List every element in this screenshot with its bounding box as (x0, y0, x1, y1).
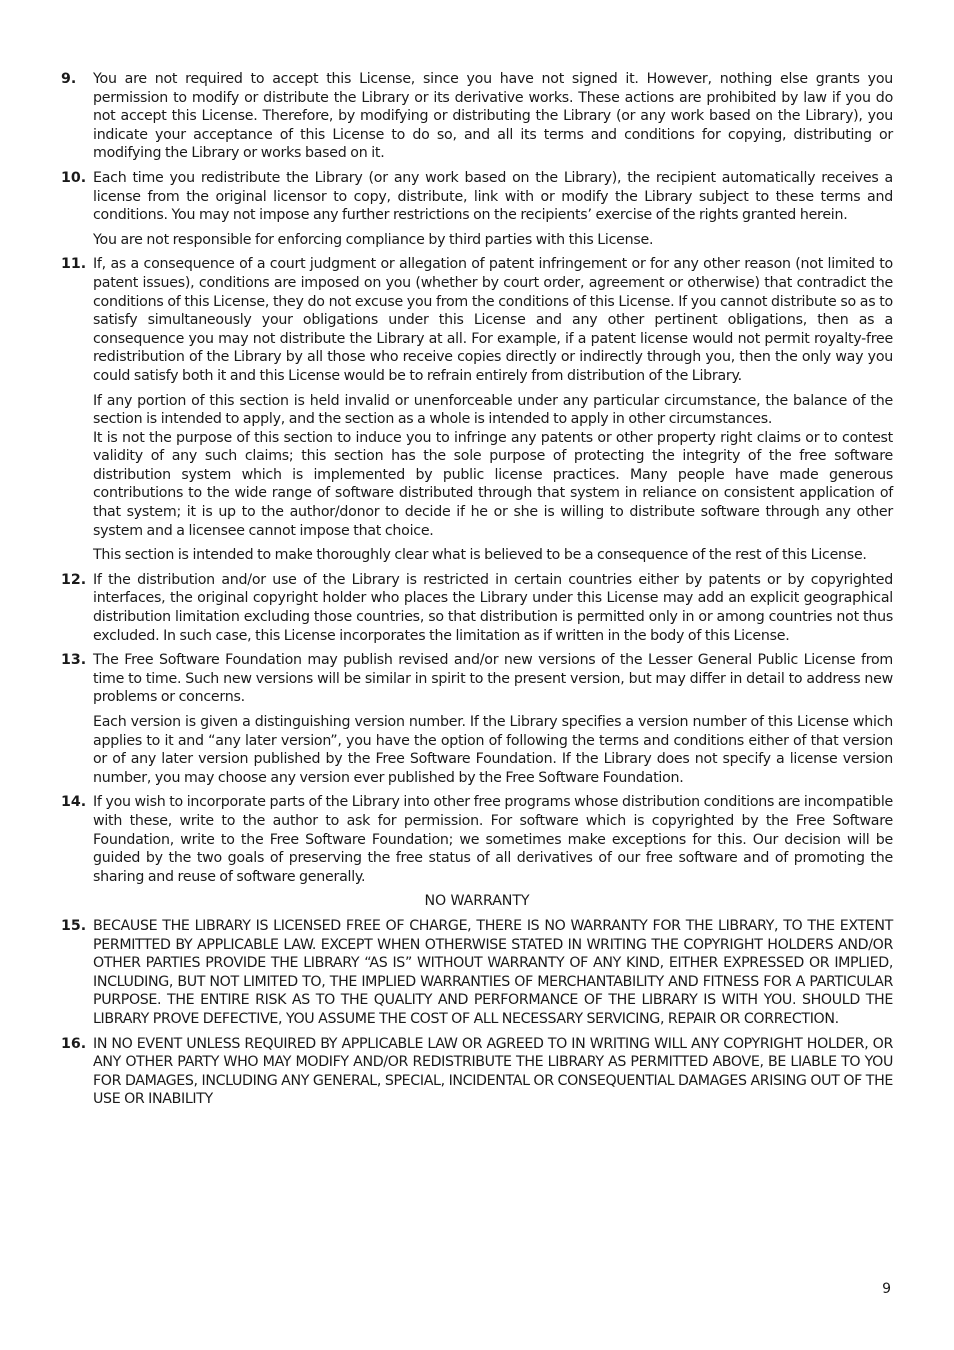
section-heading: NO WARRANTY (424, 893, 530, 910)
section-paragraph: If, as a consequence of a court judgment or allegation of patent infringement or for any other reason (not limited to patent issues), conditions are imposed on you (whether by court order, agreement or otherwise) that contradict the conditions of this License, they do not excuse you from the conditions of this License. If you cannot distribute so as to satisfy simultaneously your obligations under this License and any other pertinent obligations, then as a consequence you may not distribute the Library at all. For example, if a patent license would not permit royalty-free redistribution of the Library by all those who receive copies directly or indirectly through you, then the only way you could satisfy both it and this License would be to refrain entirely from distribution of the Library. (93, 256, 893, 384)
page-number: 9 (882, 1281, 891, 1297)
section-paragraph: If any portion of this section is held invalid or unenforceable under any particular circumstance, the balance of the section is intended to apply, and the section as a whole is intended to apply in other circumstances. (93, 392, 893, 428)
section-paragraph: If you wish to incorporate parts of the Library into other free programs whose distribution conditions are incompatible with these, write to the author to ask for permission. For software which is copyrighted by the Free Software Foundation, write to the Free Software Foundation; we sometimes make exceptions for this. Our decision will be guided by the two goals of preserving the free status of all derivatives of our free software and of promoting the sharing and reuse of software generally. (93, 794, 893, 885)
section-paragraph: You are not required to accept this License, since you have not signed it. However, nothing else grants you permission to modify or distribute the Library or its derivative works. These actions are prohibited by law if you do not accept this License. Therefore, by modifying or distributing the Library (or any work based on the Library), you indicate your acceptance of this License to do so, and all its terms and conditions for copying, distributing or modifying the Library or works based on it. (93, 71, 893, 162)
section-number: 15. (61, 917, 87, 934)
section-number: 13. (61, 652, 87, 669)
section-paragraph: The Free Software Foundation may publish revised and/or new versions of the Lesser General Public License from time to time. Such new versions will be similar in spirit to the present version, but may differ in detail to address new problems or concerns. (93, 652, 893, 706)
section-paragraph: BECAUSE THE LIBRARY IS LICENSED FREE OF CHARGE, THERE IS NO WARRANTY FOR THE LIBRARY, TO THE EXTENT PERMITTED BY APPLICABLE LAW. EXCEPT WHEN OTHERWISE STATED IN WRITING THE COPYRIGHT HOLDERS AND/OR OTHER PARTIES PROVIDE THE LIBRARY “AS IS” WITHOUT WARRANTY OF ANY KIND, EITHER EXPRESSED OR IMPLIED, INCLUDING, BUT NOT LIMITED TO, THE IMPLIED WARRANTIES OF MERCHANTABILITY AND FITNESS FOR A PARTICULAR PURPOSE. THE ENTIRE RISK AS TO THE QUALITY AND PERFORMANCE OF THE LIBRARY IS WITH YOU. SHOULD THE LIBRARY PROVE DEFECTIVE, YOU ASSUME THE COST OF ALL NECESSARY SERVICING, REPAIR OR CORRECTION. (93, 917, 893, 1027)
section-15 (0, 917, 954, 1029)
section-10 (0, 169, 954, 249)
section-16 (0, 1035, 954, 1109)
section-number: 9. (61, 71, 77, 87)
section-paragraph: It is not the purpose of this section to induce you to infringe any patents or other property right claims or to contest validity of any such claims; this section has the sole purpose of protecting the integrity of the free software distribution system which is implemented by public license practices. Many people have made generous contributions to the wide range of software distributed through that system in reliance on consistent application of that system; it is up to the author/donor to decide if he or she is willing to distribute software through any other system and a licensee cannot impose that choice. (93, 429, 893, 539)
section-11 (0, 255, 954, 565)
section-14 (0, 793, 954, 886)
section-number: 11. (61, 256, 87, 273)
section-paragraph: Each version is given a distinguishing version number. If the Library specifies a version number of this License which applies to it and “any later version”, you have the option of following the terms and conditions either of that version or of any later version published by the Free Software Foundation. If the Library does not specify a license version number, you may choose any version ever published by the Free Software Foundation. (93, 714, 893, 786)
section-paragraph: You are not responsible for enforcing compliance by third parties with this License. (93, 231, 654, 248)
section-paragraph: If the distribution and/or use of the Library is restricted in certain countries either by patents or by copyrighted interfaces, the original copyright holder who places the Library under this License may add an explicit geographical distribution limitation excluding those countries, so that distribution is permitted only in or among countries not thus excluded. In such case, this License incorporates the limitation as if written in the body of this License. (93, 571, 893, 644)
section-number: 10. (61, 169, 87, 186)
section-paragraph: Each time you redistribute the Library (or any work based on the Library), the recipient automatically receives a license from the original licensor to copy, distribute, link with or modify the Library subject to these terms and conditions. You may not impose any further restrictions on the recipients’ exercise of the rights granted herein. (93, 169, 893, 224)
section-paragraph: This section is intended to make thoroughly clear what is believed to be a consequence of the rest of this License. (93, 547, 867, 564)
section-number: 12. (61, 571, 87, 588)
section-13 (0, 651, 954, 787)
section-9 (0, 70, 954, 163)
section-number: 14. (61, 794, 87, 811)
section-12 (0, 571, 954, 645)
section-paragraph: IN NO EVENT UNLESS REQUIRED BY APPLICABLE LAW OR AGREED TO IN WRITING WILL ANY COPYRIGHT HOLDER, OR ANY OTHER PARTY WHO MAY MODIFY AND/OR REDISTRIBUTE THE LIBRARY AS PERMITTED ABOVE, BE LIABLE TO YOU FOR DAMAGES, INCLUDING ANY GENERAL, SPECIAL, INCIDENTAL OR CONSEQUENTIAL DAMAGES ARISING OUT OF THE USE OR INABILITY (93, 1035, 893, 1108)
license-page (0, 70, 954, 1115)
section-number: 16. (61, 1035, 87, 1052)
